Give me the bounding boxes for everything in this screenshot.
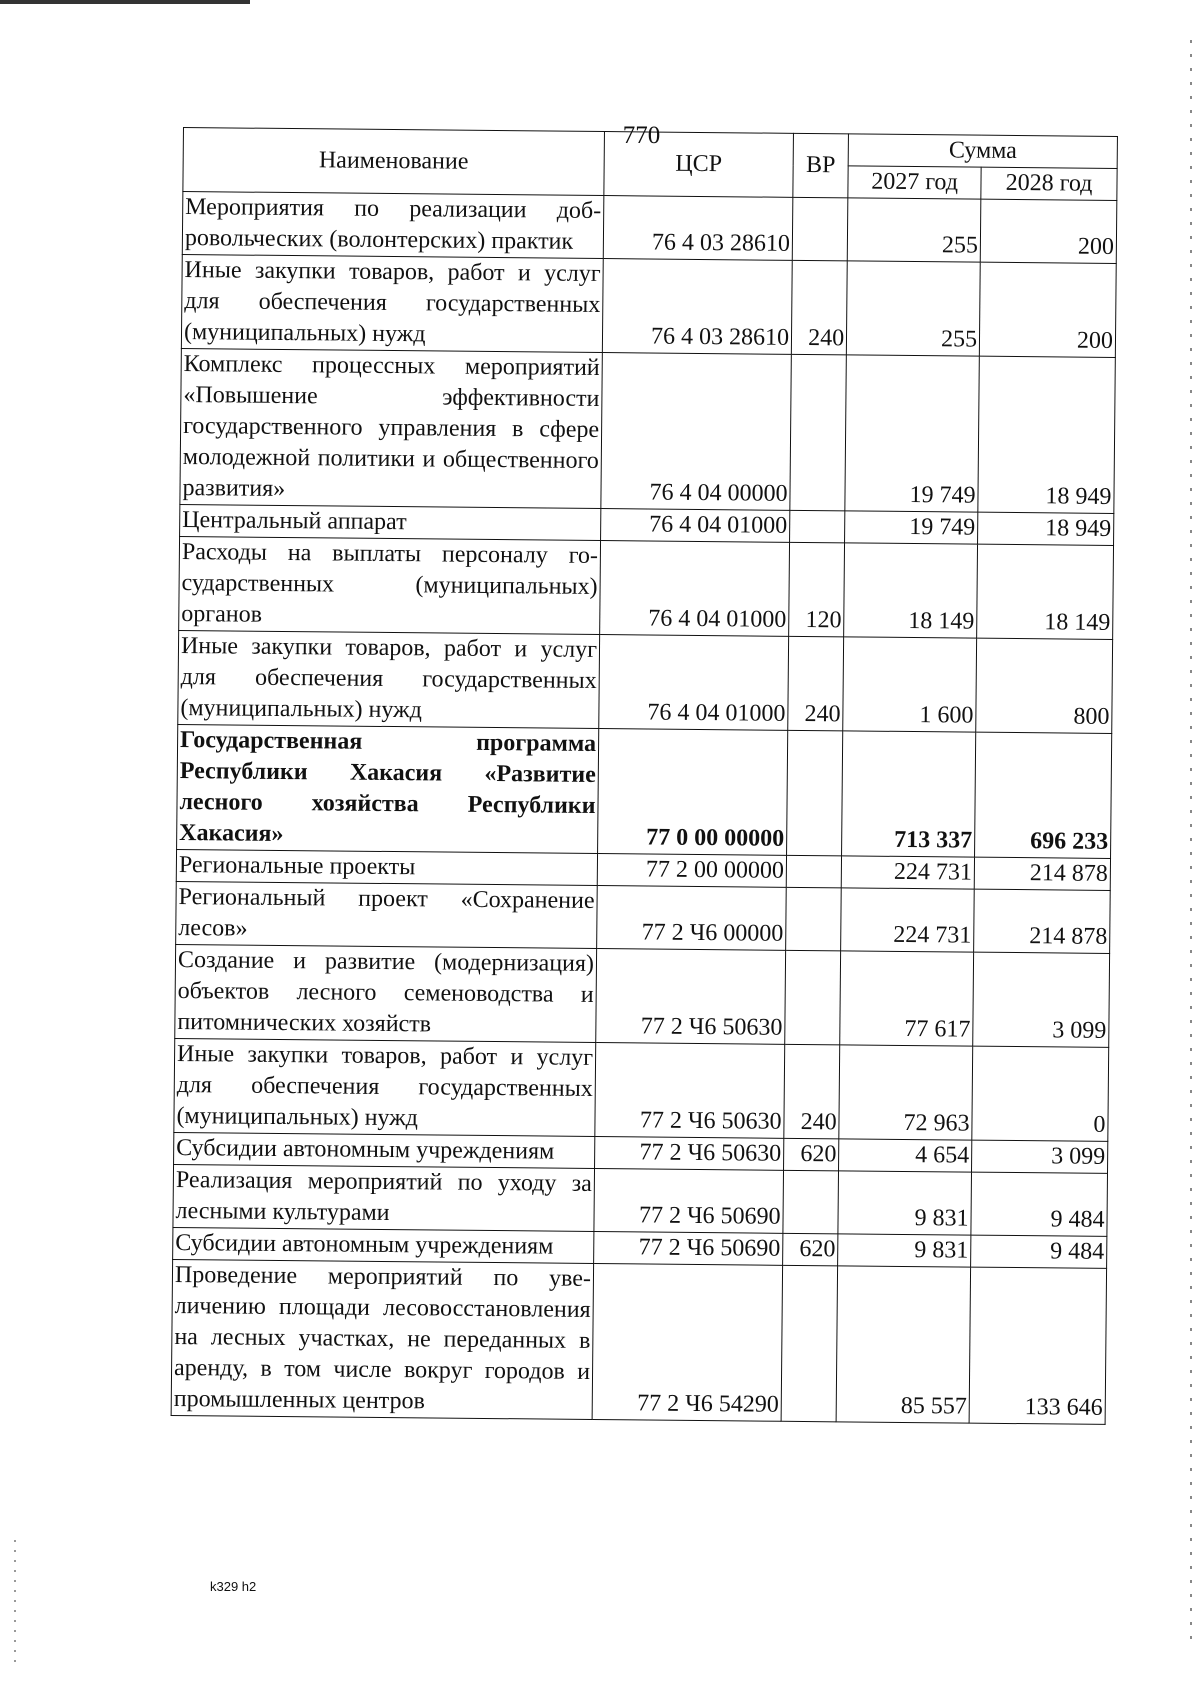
row-name-cell: Создание и развитие (модернизация) объектов лесного семеноводства и питомнических хозяйств: [175, 944, 597, 1042]
table-row: [176, 881, 1111, 953]
row-amount-2028-cell: 3 099: [973, 952, 1110, 1047]
table-row: [178, 630, 1113, 733]
row-vr-cell: [792, 197, 848, 261]
table-row: [182, 192, 1117, 264]
row-amount-2027-cell: 713 337: [842, 731, 976, 857]
row-amount-2028-cell: 0: [972, 1046, 1109, 1141]
row-name-cell: Проведение мероприятий по увеличению площади лесовосстановления на лесных участках, не переданных в аренду, в том числе вокруг городов и промышленных центров: [171, 1259, 593, 1419]
row-csr-cell: 76 4 04 01000: [600, 541, 790, 637]
table-body: [171, 192, 1117, 1425]
table-row: [177, 724, 1112, 858]
row-csr-cell: 77 2 Ч6 50690: [594, 1231, 783, 1265]
row-csr-cell: 77 2 Ч6 54290: [592, 1263, 783, 1421]
row-csr-cell: 77 2 00 00000: [597, 854, 786, 888]
row-amount-2027-cell: 9 831: [838, 1171, 971, 1235]
row-amount-2027-cell: 224 731: [841, 856, 974, 889]
row-csr-cell: 77 2 Ч6 50630: [596, 949, 786, 1045]
row-amount-2027-cell: 224 731: [841, 888, 974, 952]
row-amount-2028-cell: 9 484: [971, 1235, 1107, 1268]
row-csr-cell: 76 4 03 28610: [602, 259, 792, 355]
row-amount-2027-cell: 255: [847, 198, 980, 262]
row-name-cell: Региональный проект «Сохранение лесов»: [176, 881, 598, 948]
row-name-cell: Расходы на выплаты персоналу государственных (муниципальных) органов: [179, 536, 601, 634]
row-name-cell: Иные закупки товаров, работ и услуг для обеспечения государственных (муниципальных) нужд: [178, 630, 600, 728]
row-vr-cell: [783, 1170, 839, 1234]
row-amount-2027-cell: 1 600: [843, 637, 977, 732]
header-csr: ЦСР: [604, 132, 794, 198]
row-amount-2028-cell: 200: [980, 199, 1117, 263]
row-amount-2027-cell: 255: [847, 261, 981, 356]
row-csr-cell: 77 2 Ч6 50630: [595, 1136, 784, 1170]
row-name-cell: Иные закупки товаров, работ и услуг для обеспечения государственных (муниципальных) нужд: [174, 1038, 596, 1136]
row-vr-cell: [790, 510, 845, 543]
row-amount-2027-cell: 19 749: [845, 355, 979, 512]
row-amount-2027-cell: 4 654: [839, 1139, 972, 1172]
row-amount-2028-cell: 18 149: [977, 544, 1114, 639]
table-row: [174, 1038, 1109, 1141]
row-vr-cell: [786, 855, 841, 888]
row-vr-cell: 240: [788, 636, 844, 731]
table-row: [181, 254, 1116, 357]
header-year-2027: 2027 год: [848, 166, 981, 199]
header-vr: ВР: [793, 133, 849, 198]
header-name: Наименование: [183, 128, 605, 196]
row-name-cell: Комплекс процессных мероприятий «Повышение эффективности государственного управления в сфере молодежной политики и общественного развития»: [180, 348, 602, 508]
scan-artifact-top: [0, 0, 250, 4]
row-amount-2028-cell: 18 949: [978, 356, 1115, 513]
row-amount-2028-cell: 18 949: [978, 512, 1114, 545]
row-name-cell: Региональные проекты: [176, 849, 597, 885]
row-amount-2027-cell: 77 617: [840, 951, 974, 1046]
row-vr-cell: 620: [783, 1233, 838, 1266]
row-csr-cell: 76 4 04 00000: [601, 353, 792, 511]
row-vr-cell: 620: [784, 1138, 839, 1171]
row-name-cell: Субсидии автономным учреждениям: [173, 1227, 594, 1263]
footer-code: k329 h2: [210, 1579, 257, 1594]
row-name-cell: Субсидии автономным учреждениям: [174, 1132, 595, 1168]
row-name-cell: Иные закупки товаров, работ и услуг для обеспечения государственных (муниципальных) нужд: [181, 254, 603, 352]
header-sum: Сумма: [848, 134, 1117, 169]
table-row: [180, 348, 1115, 513]
row-amount-2027-cell: 9 831: [838, 1234, 971, 1267]
row-name-cell: Мероприятия по реализации добровольческих (волонтерских) практик: [182, 192, 604, 259]
row-amount-2028-cell: 3 099: [972, 1140, 1108, 1173]
row-amount-2027-cell: 19 749: [845, 511, 978, 544]
row-vr-cell: [781, 1265, 838, 1422]
row-vr-cell: 120: [789, 542, 845, 637]
row-csr-cell: 77 2 Ч6 50690: [594, 1168, 784, 1233]
table-row: [173, 1164, 1108, 1236]
table-row: [175, 944, 1110, 1047]
row-amount-2028-cell: 214 878: [974, 857, 1110, 890]
scan-artifact-edge: [1190, 40, 1192, 1640]
row-amount-2028-cell: 214 878: [974, 889, 1111, 953]
row-amount-2028-cell: 9 484: [971, 1172, 1108, 1236]
row-amount-2027-cell: 85 557: [836, 1266, 970, 1423]
row-amount-2028-cell: 800: [976, 638, 1113, 733]
row-vr-cell: [785, 950, 841, 1045]
table-row: [171, 1259, 1106, 1424]
row-csr-cell: 76 4 03 28610: [603, 196, 793, 261]
row-amount-2028-cell: 133 646: [969, 1267, 1106, 1424]
row-vr-cell: [786, 887, 842, 951]
row-csr-cell: 77 2 Ч6 50630: [595, 1043, 785, 1139]
row-csr-cell: 76 4 04 01000: [601, 509, 790, 543]
scan-artifact-left-edge: [14, 1540, 16, 1670]
budget-table: [171, 127, 1118, 1425]
row-csr-cell: 77 2 Ч6 00000: [597, 886, 787, 951]
page-number: 770: [622, 122, 661, 149]
header-year-2028: 2028 год: [981, 167, 1117, 200]
row-name-cell: Центральный аппарат: [180, 504, 601, 540]
row-name-cell: Государственная программа Республики Хакасия «Развитие лесного хозяйства Республики Хакасия»: [177, 724, 599, 853]
table-header: [183, 128, 1118, 201]
table-row: [179, 536, 1114, 639]
row-vr-cell: [790, 354, 847, 511]
row-name-cell: Реализация мероприятий по уходу за лесными культурами: [173, 1164, 595, 1231]
row-amount-2028-cell: 696 233: [975, 732, 1112, 858]
row-csr-cell: 77 0 00 00000: [598, 729, 788, 856]
row-amount-2028-cell: 200: [979, 262, 1116, 357]
row-csr-cell: 76 4 04 01000: [599, 635, 789, 731]
row-amount-2027-cell: 72 963: [839, 1045, 973, 1140]
row-vr-cell: 240: [791, 260, 847, 355]
row-vr-cell: [787, 730, 843, 856]
row-amount-2027-cell: 18 149: [844, 543, 978, 638]
row-vr-cell: 240: [784, 1044, 840, 1139]
